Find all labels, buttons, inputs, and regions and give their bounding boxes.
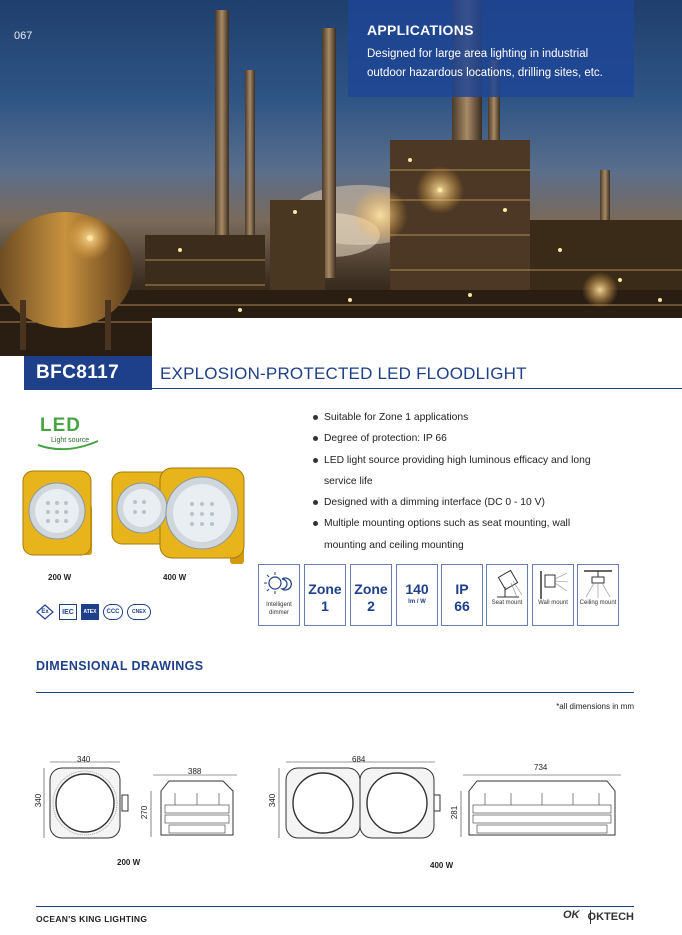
page-number: 067 bbox=[14, 30, 33, 42]
drawing-200w-front bbox=[36, 755, 136, 855]
feature-list bbox=[313, 407, 603, 556]
title-underline bbox=[152, 388, 682, 389]
applications-hero-photo bbox=[0, 0, 682, 356]
dim-400w-front-height: 340 bbox=[268, 793, 278, 808]
spec-efficacy bbox=[396, 564, 438, 626]
seat-mount-icon bbox=[491, 569, 523, 599]
spec-zone2-title: Zone bbox=[354, 581, 388, 597]
led-logo-text: LED bbox=[40, 415, 81, 436]
led-light-source-logo bbox=[36, 415, 106, 451]
spec-seat-mount bbox=[486, 564, 528, 626]
cnex-cert-icon: CNEX bbox=[127, 604, 151, 620]
footer-logo-mark: OK bbox=[563, 909, 580, 921]
dim-400w-side-height: 281 bbox=[450, 805, 460, 820]
drawing-200w-side bbox=[145, 765, 245, 855]
applications-title: APPLICATIONS bbox=[367, 22, 474, 38]
image-caption-200w: 200 W bbox=[48, 573, 72, 582]
spec-wall-mount bbox=[532, 564, 574, 626]
feature-item: Designed with a dimming interface (DC 0 - 10 V) bbox=[313, 492, 603, 513]
footer-brand: OKTECH bbox=[587, 911, 634, 923]
spec-zone1-value: 1 bbox=[321, 598, 329, 614]
feature-item: Suitable for Zone 1 applications bbox=[313, 407, 603, 428]
spec-efficacy-unit: lm / W bbox=[408, 599, 426, 605]
drawing-400w-side bbox=[455, 765, 630, 855]
dim-200w-side-height: 270 bbox=[140, 805, 150, 820]
floodlight-200w-image bbox=[18, 465, 100, 565]
dimensional-rule bbox=[36, 692, 634, 693]
spec-ceiling-mount bbox=[577, 564, 619, 626]
spec-dimmer-label: Intelligent dimmer bbox=[266, 602, 292, 616]
dim-400w-front-width: 684 bbox=[352, 755, 366, 764]
drawing-caption-200w: 200 W bbox=[117, 858, 141, 867]
led-logo-subtext: Light source bbox=[51, 437, 90, 444]
dim-200w-side-width: 388 bbox=[188, 767, 202, 776]
dimensional-drawings-title: DIMENSIONAL DRAWINGS bbox=[36, 659, 204, 673]
spec-ip-rating bbox=[441, 564, 483, 626]
dimmer-icon bbox=[264, 569, 294, 597]
footer-company-name: OCEAN'S KING LIGHTING bbox=[36, 914, 148, 924]
spec-wall-mount-label: Wall mount bbox=[538, 600, 568, 606]
spec-ceiling-mount-label: Ceiling mount bbox=[579, 600, 617, 606]
title-band-background bbox=[152, 318, 682, 356]
ceiling-mount-icon bbox=[582, 569, 614, 599]
dim-400w-side-width: 734 bbox=[534, 763, 548, 772]
feature-item: Multiple mounting options such as seat mounting, wall mounting and ceiling mounting bbox=[313, 513, 603, 556]
certification-logos bbox=[36, 604, 156, 622]
wall-mount-icon bbox=[537, 569, 569, 599]
image-caption-400w: 400 W bbox=[163, 573, 187, 582]
spec-ip-title: IP bbox=[455, 581, 469, 597]
spec-dimmer bbox=[258, 564, 300, 626]
floodlight-400w-image bbox=[108, 464, 258, 568]
product-name: EXPLOSION-PROTECTED LED FLOODLIGHT bbox=[160, 364, 527, 383]
spec-zone-2 bbox=[350, 564, 392, 626]
model-number: BFC8117 bbox=[24, 356, 152, 390]
spec-zone1-title: Zone bbox=[308, 581, 342, 597]
drawing-caption-400w: 400 W bbox=[430, 861, 454, 870]
ex-cert-label: Ex bbox=[41, 609, 49, 615]
applications-panel bbox=[348, 0, 634, 97]
spec-zone2-value: 2 bbox=[367, 598, 375, 614]
dim-200w-front-width: 340 bbox=[77, 755, 91, 764]
ex-cert-icon bbox=[36, 604, 54, 620]
ccc-cert-icon: CCC bbox=[103, 604, 123, 620]
feature-item: LED light source providing high luminous efficacy and long service life bbox=[313, 450, 603, 493]
dim-200w-front-height: 340 bbox=[34, 793, 44, 808]
iec-cert-icon: IEC bbox=[59, 604, 77, 620]
atex-cert-icon: ATEX bbox=[81, 604, 99, 620]
feature-item: Degree of protection: IP 66 bbox=[313, 428, 603, 449]
dimensions-unit-note: *all dimensions in mm bbox=[556, 702, 634, 711]
spec-ip-value: 66 bbox=[454, 598, 470, 614]
drawing-400w-front bbox=[270, 755, 445, 855]
spec-seat-mount-label: Seat mount bbox=[491, 600, 523, 606]
spec-zone-1 bbox=[304, 564, 346, 626]
footer-rule bbox=[36, 906, 634, 907]
applications-text: Designed for large area lighting in industrial outdoor hazardous locations, drilling sites, etc. bbox=[367, 48, 603, 79]
spec-efficacy-value: 140 bbox=[405, 581, 429, 597]
